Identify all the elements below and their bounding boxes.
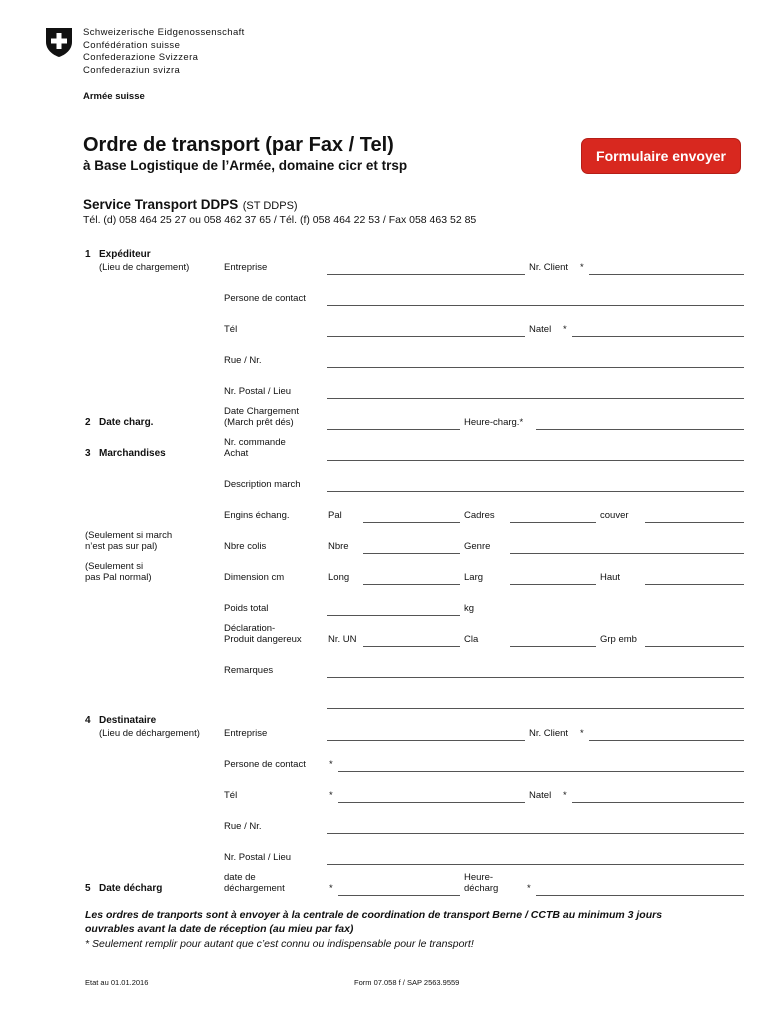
label-nr-client: Nr. Client bbox=[529, 262, 569, 273]
required-star: * bbox=[563, 324, 567, 335]
label-produit-dangereux: Produit dangereux bbox=[224, 634, 302, 645]
section-3-number: 3 bbox=[85, 448, 91, 459]
field-pal[interactable] bbox=[363, 522, 460, 523]
footer-form-number: Form 07.058 f / SAP 2563.9559 bbox=[354, 978, 460, 987]
field-recipient-street[interactable] bbox=[327, 833, 744, 834]
label-tel: Tél bbox=[224, 790, 238, 801]
label-nr-commande: Nr. commande bbox=[224, 437, 286, 448]
org-line-rm: Confederaziun svizra bbox=[83, 64, 181, 76]
required-star: * bbox=[563, 790, 567, 801]
note-dim-1: (Seulement si bbox=[85, 561, 144, 572]
section-2-title: Date charg. bbox=[99, 417, 154, 428]
label-dechargement: déchargement bbox=[224, 883, 285, 894]
footer-note-3: * Seulement remplir pour autant que c’est connu ou indispensable pour le transport! bbox=[85, 938, 474, 950]
field-weight[interactable] bbox=[327, 615, 460, 616]
field-grp-emb[interactable] bbox=[645, 646, 744, 647]
department-name: Armée suisse bbox=[83, 91, 145, 102]
label-achat: Achat bbox=[224, 448, 249, 459]
label-long: Long bbox=[328, 572, 350, 583]
required-star: * bbox=[329, 790, 333, 801]
label-postal: Nr. Postal / Lieu bbox=[224, 852, 292, 863]
field-couver[interactable] bbox=[645, 522, 744, 523]
section-5-title: Date décharg bbox=[99, 883, 163, 894]
field-sender-contact[interactable] bbox=[327, 305, 744, 306]
field-recipient-client-nr[interactable] bbox=[589, 740, 744, 741]
label-pal: Pal bbox=[328, 510, 342, 521]
section-4-title: Destinataire bbox=[99, 715, 157, 726]
required-star: * bbox=[580, 728, 584, 739]
label-declaration: Déclaration- bbox=[224, 623, 276, 634]
label-larg: Larg bbox=[464, 572, 484, 583]
label-heure-charg: Heure-charg.* bbox=[464, 417, 524, 428]
label-entreprise: Entreprise bbox=[224, 728, 268, 739]
field-order-number[interactable] bbox=[327, 460, 744, 461]
label-postal: Nr. Postal / Lieu bbox=[224, 386, 292, 397]
label-heure: Heure- bbox=[464, 872, 494, 883]
field-long[interactable] bbox=[363, 584, 460, 585]
footer-etat: Etat au 01.01.2016 bbox=[85, 978, 149, 987]
label-nbre-colis: Nbre colis bbox=[224, 541, 267, 552]
label-rue: Rue / Nr. bbox=[224, 355, 262, 366]
field-description[interactable] bbox=[327, 491, 744, 492]
field-unloading-time[interactable] bbox=[536, 895, 744, 896]
label-haut: Haut bbox=[600, 572, 621, 583]
service-heading bbox=[83, 196, 298, 214]
label-dimension: Dimension cm bbox=[224, 572, 285, 583]
footer-note-2: ouvrables avant la date de réception (au mieu par fax) bbox=[85, 923, 354, 935]
required-star: * bbox=[580, 262, 584, 273]
label-natel: Natel bbox=[529, 324, 552, 335]
field-loading-time[interactable] bbox=[536, 429, 744, 430]
field-recipient-tel[interactable] bbox=[338, 802, 525, 803]
footer-note-1: Les ordres de tranports sont à envoyer à la centrale de coordination de transport Berne / CCTB au minimum 3 jours bbox=[85, 909, 663, 921]
field-recipient-natel[interactable] bbox=[572, 802, 744, 803]
label-date-chargement: Date Chargement bbox=[224, 406, 299, 417]
field-sender-natel[interactable] bbox=[572, 336, 744, 337]
field-sender-tel[interactable] bbox=[327, 336, 525, 337]
field-recipient-company[interactable] bbox=[327, 740, 525, 741]
field-cadres[interactable] bbox=[510, 522, 596, 523]
section-1-title: Expéditeur bbox=[99, 249, 151, 260]
field-sender-postal[interactable] bbox=[327, 398, 744, 399]
section-2-number: 2 bbox=[85, 417, 91, 428]
label-nr-un: Nr. UN bbox=[328, 634, 357, 645]
page-subtitle: à Base Logistique de l’Armée, domaine cicr et trsp bbox=[83, 158, 408, 173]
field-genre[interactable] bbox=[510, 553, 744, 554]
label-march-pret: (March prêt dés) bbox=[224, 417, 294, 428]
label-poids: Poids total bbox=[224, 603, 269, 614]
field-sender-client-nr[interactable] bbox=[589, 274, 744, 275]
label-decharg: décharg bbox=[464, 883, 499, 894]
org-line-de: Schweizerische Eidgenossenschaft bbox=[83, 27, 245, 38]
section-1-number: 1 bbox=[85, 249, 91, 260]
org-line-it: Confederazione Svizzera bbox=[83, 52, 199, 63]
service-name: Service Transport DDPS bbox=[83, 197, 239, 212]
field-haut[interactable] bbox=[645, 584, 744, 585]
field-sender-street[interactable] bbox=[327, 367, 744, 368]
label-contact: Persone de contact bbox=[224, 759, 306, 770]
label-nbre: Nbre bbox=[328, 541, 349, 552]
label-natel: Natel bbox=[529, 790, 552, 801]
field-nbre[interactable] bbox=[363, 553, 460, 554]
section-1-subtitle: (Lieu de chargement) bbox=[99, 262, 190, 273]
required-star: * bbox=[527, 883, 531, 894]
field-remarks-2[interactable] bbox=[327, 708, 744, 709]
label-couver: couver bbox=[600, 510, 629, 521]
label-remarques: Remarques bbox=[224, 665, 274, 676]
label-kg: kg bbox=[464, 603, 475, 614]
section-4-subtitle: (Lieu de déchargement) bbox=[99, 728, 200, 739]
field-nr-un[interactable] bbox=[363, 646, 460, 647]
label-cadres: Cadres bbox=[464, 510, 495, 521]
label-rue: Rue / Nr. bbox=[224, 821, 262, 832]
field-loading-date[interactable] bbox=[327, 429, 460, 430]
org-line-fr: Confédération suisse bbox=[83, 39, 181, 51]
field-sender-company[interactable] bbox=[327, 274, 525, 275]
note-colis-2: n’est pas sur pal) bbox=[85, 541, 158, 552]
label-nr-client: Nr. Client bbox=[529, 728, 569, 739]
field-larg[interactable] bbox=[510, 584, 596, 585]
label-grp-emb: Grp emb bbox=[600, 634, 637, 645]
label-description: Description march bbox=[224, 479, 301, 490]
org-name-block bbox=[83, 27, 245, 77]
swiss-coat-of-arms-icon bbox=[44, 26, 74, 58]
label-cla: Cla bbox=[464, 634, 479, 645]
note-colis-1: (Seulement si march bbox=[85, 530, 173, 541]
section-4-number: 4 bbox=[85, 715, 91, 726]
field-cla[interactable] bbox=[510, 646, 596, 647]
section-5-number: 5 bbox=[85, 883, 91, 894]
service-contact: Tél. (d) 058 464 25 27 ou 058 462 37 65 / Tél. (f) 058 464 22 53 / Fax 058 463 52 85 bbox=[83, 214, 477, 226]
section-3-title: Marchandises bbox=[99, 448, 166, 459]
page-title: Ordre de transport (par Fax / Tel) bbox=[83, 134, 394, 156]
service-abbr: (ST DDPS) bbox=[242, 200, 298, 212]
label-contact: Persone de contact bbox=[224, 293, 306, 304]
label-tel: Tél bbox=[224, 324, 238, 335]
field-recipient-contact[interactable] bbox=[338, 771, 744, 772]
label-entreprise: Entreprise bbox=[224, 262, 268, 273]
label-genre: Genre bbox=[464, 541, 491, 552]
label-engins: Engins échang. bbox=[224, 510, 290, 521]
required-star: * bbox=[329, 883, 333, 894]
label-date-de: date de bbox=[224, 872, 256, 883]
field-remarks-1[interactable] bbox=[327, 677, 744, 678]
field-recipient-postal[interactable] bbox=[327, 864, 744, 865]
note-dim-2: pas Pal normal) bbox=[85, 572, 152, 583]
send-form-button[interactable]: Formulaire envoyer bbox=[582, 139, 740, 173]
required-star: * bbox=[329, 759, 333, 770]
field-unloading-date[interactable] bbox=[338, 895, 460, 896]
